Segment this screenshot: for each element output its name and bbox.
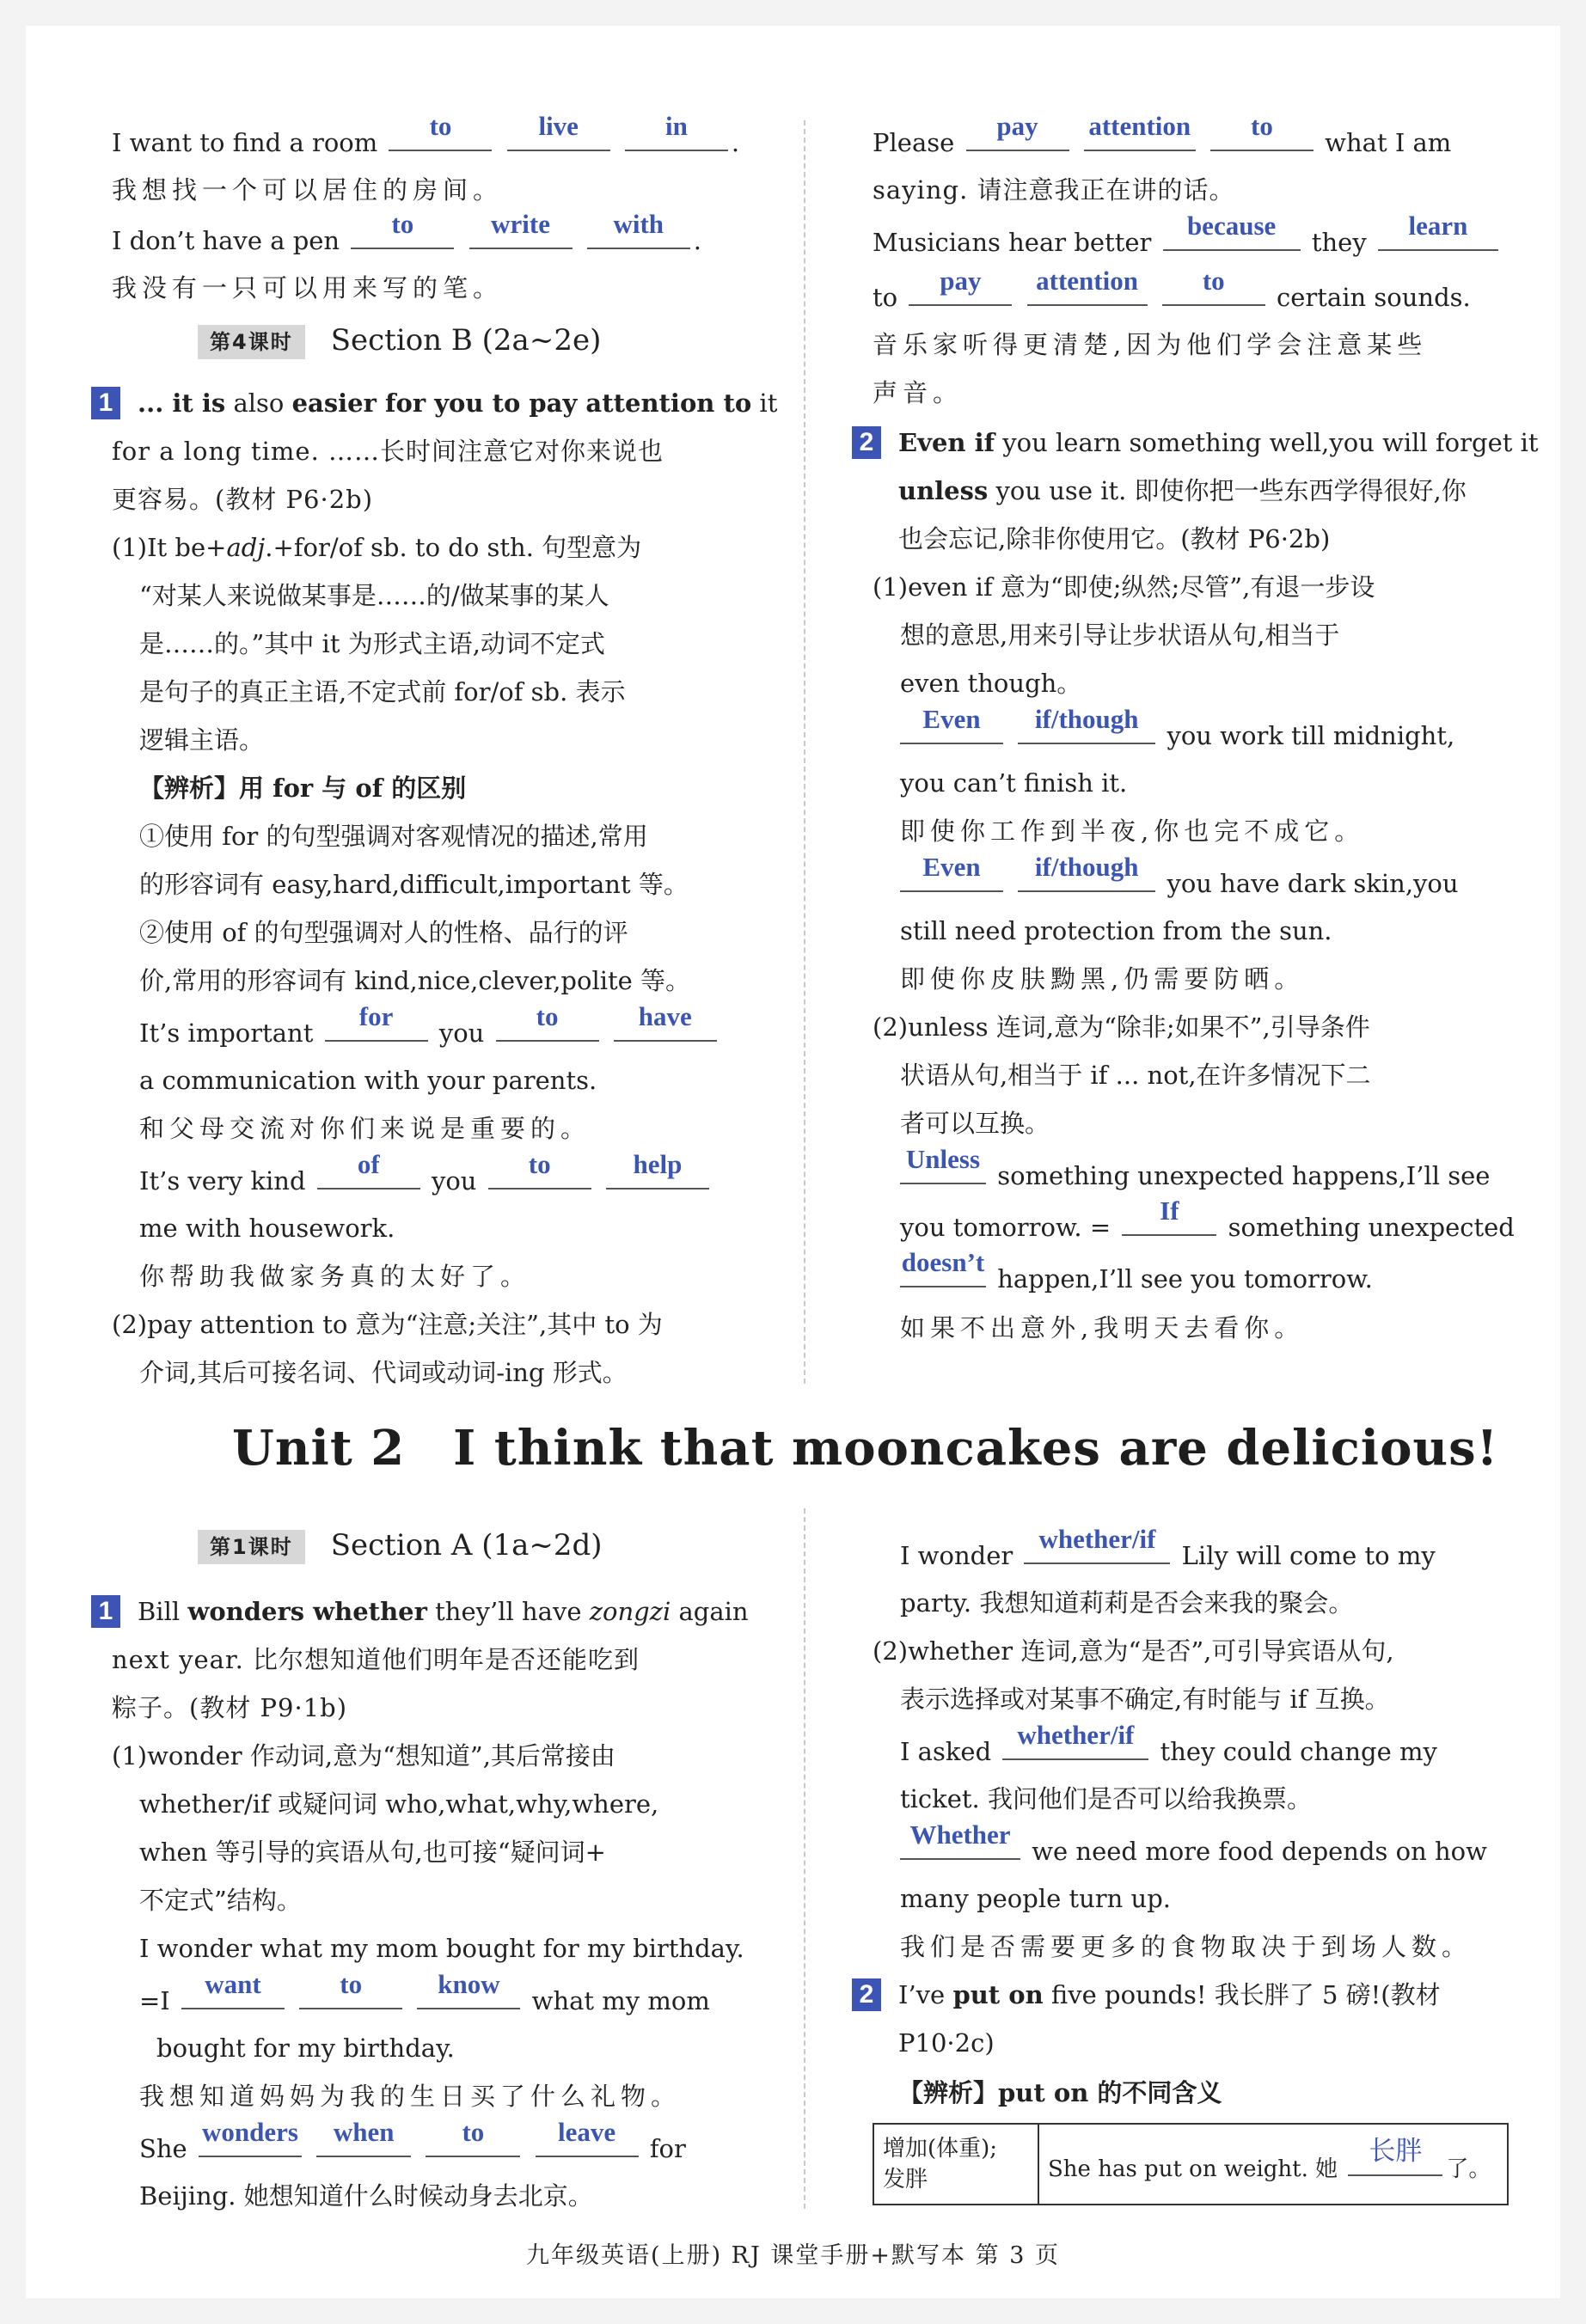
answer-blank: with [587, 218, 690, 249]
example-sentence: Even if/though you have dark skin,you [900, 861, 1552, 904]
text-line: Beijing. 她想知道什么时候动身去北京。 [139, 2181, 593, 2211]
sentence-musicians-cont: to pay attention to certain sounds. [873, 266, 1471, 312]
answer-blank: Whether [900, 1829, 1020, 1860]
meaning-cell [873, 2124, 1038, 2205]
text-line: whether/if 或疑问词 who,what,why,where, [139, 1789, 659, 1819]
answer-blank: live [507, 120, 610, 151]
answer-blank: leave [536, 2126, 639, 2157]
answer-blank: want [181, 1978, 285, 2009]
text-line: P10·2c) [898, 2028, 995, 2058]
answer-blank: whether/if [1024, 1533, 1170, 1564]
section-heading [198, 1521, 603, 1569]
text-line: you can’t finish it. [900, 768, 1128, 798]
text-line: party. 我想知道莉莉是否会来我的聚会。 [900, 1588, 1354, 1618]
example-sentence: I wonder what my mom bought for my birthday. [139, 1934, 744, 1963]
text-line: unless you use it. 即使你把一些东西学得很好,你 [898, 476, 1467, 505]
translation: 即使你皮肤黝黑,仍需要防晒。 [900, 964, 1305, 994]
text-line: still need protection from the sun. [900, 916, 1332, 945]
answer-blank: pay [909, 275, 1012, 306]
answer-blank: learn [1378, 220, 1498, 251]
answer-blank: write [469, 218, 573, 249]
text-line: 介词,其后可接名词、代词或动词-ing 形式。 [139, 1358, 628, 1387]
sentence-musicians: Musicians hear better because they learn [873, 220, 1552, 263]
example-cell: She has put on weight. 她 长胖 了。 [1038, 2124, 1508, 2205]
text-line: a communication with your parents. [139, 1066, 597, 1095]
answer-blank: Even [900, 713, 1003, 744]
answer-blank: if/though [1018, 713, 1155, 744]
text-line: 表示选择或对某事不确定,有时能与 if 互换。 [900, 1685, 1390, 1714]
key-sentence: I’ve put on five pounds! 我长胖了 5 磅!(教材 [898, 1980, 1441, 2009]
item-number-badge: 1 [91, 387, 120, 419]
text-line: (1)even if 意为“即使;纵然;尽管”,有退一步设 [873, 572, 1375, 602]
text-line: ②使用 of 的句型强调对人的性格、品行的评 [139, 918, 628, 947]
answer-blank: to [351, 218, 454, 249]
answer-blank: wonders [199, 2126, 302, 2157]
text-line: 粽子。(教材 P9·1b) [112, 1693, 348, 1722]
section-title: Section A (1a~2d) [330, 1528, 603, 1563]
example-sentence: It’s important for you to have [139, 1011, 791, 1054]
text-line: next year. 比尔想知道他们明年是否还能吃到 [112, 1645, 640, 1674]
text-line: ticket. 我问他们是否可以给我换票。 [900, 1784, 1312, 1813]
text-line: 的形容词有 easy,hard,difficult,important 等。 [139, 870, 689, 899]
put-on-table [873, 2123, 1509, 2205]
answer-blank: If [1122, 1205, 1216, 1236]
key-sentence: Even if you learn something well,you will forget it [898, 428, 1539, 457]
text-line: 增加(体重); [883, 2136, 998, 2162]
page-footer: 九年级英语(上册) RJ 课堂手册+默写本 第 3 页 [526, 2242, 1060, 2269]
example-sentence: I asked whether/if they could change my [900, 1720, 1437, 1766]
key-sentence: Bill wonders whether they’ll have zongzi again [138, 1597, 749, 1626]
example-sentence: I wonder whether/if Lily will come to my [900, 1524, 1436, 1570]
translation: 我们是否需要更多的食物取决于到场人数。 [900, 1932, 1473, 1961]
text-line: when 等引导的宾语从句,也可接“疑问词+ [139, 1838, 606, 1867]
text-line: (2)unless 连词,意为“除非;如果不”,引导条件 [873, 1012, 1370, 1042]
answer-blank: help [606, 1159, 709, 1190]
example-sentence: Whether we need more food depends on how [900, 1829, 1552, 1872]
sentence-pen: I don’t have a pen to write with . [112, 209, 701, 255]
bianxi-heading: 【辨析】put on 的不同含义 [898, 2078, 1222, 2107]
example-sentence: doesn’t happen,I’ll see you tomorrow. [901, 1247, 1373, 1293]
explanation-line: (1)It be+adj.+for/of sb. to do sth. 句型意为 [112, 533, 642, 562]
example-sentence: She wonders when to leave for [139, 2117, 686, 2163]
answer-blank: Even [900, 861, 1003, 892]
example-sentence: Unless something unexpected happens,I’ll see [900, 1153, 1552, 1196]
lesson-tag: 第1课时 [198, 1530, 305, 1564]
translation: 即使你工作到半夜,你也完不成它。 [900, 816, 1365, 846]
answer-blank: know [417, 1978, 520, 2009]
text-line: ①使用 for 的句型强调对客观情况的描述,常用 [139, 822, 648, 851]
item-number-badge: 1 [91, 1595, 120, 1628]
text-line: (2)whether 连词,意为“是否”,可引导宾语从句, [873, 1636, 1394, 1666]
bianxi-heading: 【辨析】用 for 与 of 的区别 [139, 774, 467, 803]
answer-blank: to [496, 1011, 599, 1042]
translation: 音乐家听得更清楚,因为他们学会注意某些 [873, 330, 1428, 359]
text-line: 发胖 [883, 2167, 928, 2193]
text-line: even though。 [900, 669, 1082, 698]
text-line: 想的意思,用来引导让步状语从句,相当于 [900, 621, 1340, 650]
text-line: saying. 请注意我正在讲的话。 [873, 175, 1235, 205]
column-divider-top [804, 120, 805, 1384]
answer-blank: attention [1084, 120, 1196, 151]
answer-blank: whether/if [1002, 1729, 1148, 1760]
text-line: 也会忘记,除非你使用它。(教材 P6·2b) [898, 524, 1331, 553]
section-title: Section B (2a~2e) [330, 323, 602, 358]
key-sentence: ... it is also easier for you to pay attention to it [138, 388, 778, 418]
example-sentence: you tomorrow. = If something unexpected [900, 1196, 1515, 1242]
answer-blank: to [299, 1978, 402, 2009]
workbook-page [26, 26, 1560, 2298]
answer-blank: pay [966, 120, 1069, 151]
answer-blank: to [1210, 120, 1314, 151]
sentence-please: Please pay attention to what I am [873, 111, 1452, 157]
text-line: “对某人来说做某事是……的/做某事的某人 [139, 581, 609, 610]
text-line: 者可以互换。 [900, 1109, 1050, 1138]
lesson-tag: 第4课时 [198, 325, 305, 359]
answer-blank: to [488, 1159, 591, 1190]
text-line: me with housework. [139, 1214, 395, 1243]
answer-blank: in [625, 120, 728, 151]
answer-blank: doesn’t [900, 1257, 986, 1287]
answer-blank: when [316, 2126, 411, 2157]
sentence-room: I want to find a room to live in . [112, 111, 740, 157]
answer-blank: because [1163, 220, 1301, 251]
answer-blank: to [389, 120, 492, 151]
text-line: 价,常用的形容词有 kind,nice,clever,polite 等。 [139, 966, 691, 995]
answer-blank: have [614, 1011, 717, 1042]
answer-blank: if/though [1018, 861, 1155, 892]
text-line: 逻辑主语。 [139, 725, 265, 755]
answer-blank: for [325, 1011, 428, 1042]
translation: 如果不出意外,我明天去看你。 [900, 1313, 1305, 1342]
translation: 我想找一个可以居住的房间。 [112, 175, 504, 205]
example-sentence: Even if/though you work till midnight, [900, 713, 1552, 756]
item-number-badge: 2 [852, 1978, 881, 2011]
unit-title: Unit 2 I think that mooncakes are delicious! [232, 1420, 1499, 1477]
column-divider-bottom [804, 1508, 805, 2209]
translation: 声音。 [873, 378, 964, 407]
answer-blank: attention [1027, 275, 1148, 306]
text-line: (1)wonder 作动词,意为“想知道”,其后常接由 [112, 1741, 615, 1771]
translation: 你帮助我做家务真的太好了。 [139, 1262, 531, 1291]
translation: 我没有一只可以用来写的笔。 [112, 273, 504, 303]
text-line: 是……的。”其中 it 为形式主语,动词不定式 [139, 629, 605, 658]
item-number-badge: 2 [852, 426, 881, 459]
text-line: bought for my birthday. [156, 2034, 455, 2063]
text-line: (2)pay attention to 意为“注意;关注”,其中 to 为 [112, 1310, 663, 1339]
example-sentence: It’s very kind of you to help [139, 1159, 791, 1202]
text-line: 更容易。(教材 P6·2b) [112, 485, 374, 514]
answer-blank: Unless [900, 1153, 986, 1184]
answer-blank: to [1162, 275, 1265, 306]
translation: 和父母交流对你们来说是重要的。 [139, 1114, 591, 1143]
text-line: 不定式”结构。 [139, 1886, 302, 1915]
answer-blank: to [426, 2126, 520, 2157]
section-heading [198, 316, 601, 364]
text-line: 状语从句,相当于 if ... not,在许多情况下二 [900, 1061, 1371, 1090]
text-line: 是句子的真正主语,不定式前 for/of sb. 表示 [139, 677, 626, 706]
translation: 我想知道妈妈为我的生日买了什么礼物。 [139, 2082, 682, 2111]
text-line: for a long time. ……长时间注意它对你来说也 [112, 437, 664, 466]
text-line: many people turn up. [900, 1884, 1172, 1913]
example-sentence: =I want to know what my mom [139, 1969, 710, 2015]
answer-blank: 长胖 [1348, 2145, 1442, 2176]
answer-blank: of [317, 1159, 420, 1190]
